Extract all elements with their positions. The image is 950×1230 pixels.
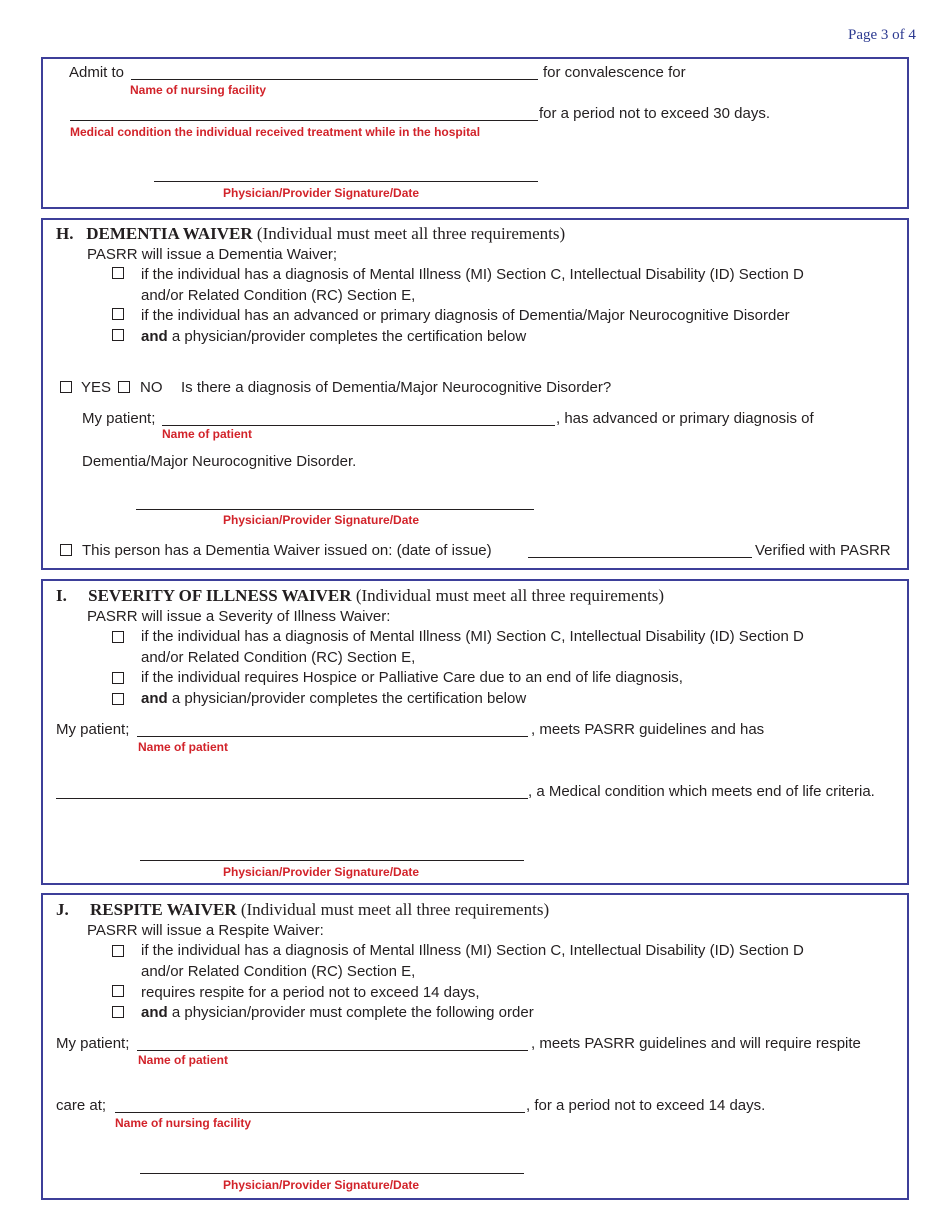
j-item3-bold: and	[141, 1004, 168, 1021]
yes-checkbox[interactable]	[60, 381, 72, 393]
period-label: for a period not to exceed 30 days.	[539, 105, 770, 122]
section-i-letter: I.	[56, 586, 67, 605]
h-item1-line1: if the individual has a diagnosis of Mental Illness (MI) Section C, Intellectual Disability (ID) Section D	[141, 266, 804, 283]
j-meets-label: , meets PASRR guidelines and will require respite	[531, 1035, 861, 1052]
j-item3-rest: a physician/provider must complete the following order	[167, 1004, 534, 1021]
yes-label: YES	[81, 379, 112, 396]
signature-line-j[interactable]	[140, 1173, 524, 1174]
h-item2-checkbox[interactable]	[112, 308, 124, 320]
section-h-title: DEMENTIA WAIVER	[86, 224, 253, 243]
section-j-letter: J.	[56, 900, 69, 919]
i-item3-text	[141, 690, 526, 708]
section-i-heading	[56, 586, 664, 606]
j-item3-text	[141, 1004, 534, 1022]
i-patient-name-field[interactable]	[137, 736, 528, 737]
signature-hint-h: Physician/Provider Signature/Date	[223, 513, 420, 527]
no-checkbox[interactable]	[118, 381, 130, 393]
i-item1-line1: if the individual has a diagnosis of Mental Illness (MI) Section C, Intellectual Disability (ID) Section D	[141, 628, 804, 645]
section-i-subtitle: (Individual must meet all three requirements)	[355, 586, 665, 605]
i-meets-label: , meets PASRR guidelines and has	[531, 721, 765, 738]
i-item3-rest: a physician/provider completes the certification below	[167, 690, 527, 707]
h-patient-hint: Name of patient	[162, 427, 253, 441]
waiver-issued-text: This person has a Dementia Waiver issued on: (date of issue)	[82, 542, 492, 559]
dementia-question: Is there a diagnosis of Dementia/Major Neurocognitive Disorder?	[181, 379, 612, 396]
j-item2-checkbox[interactable]	[112, 985, 124, 997]
h-item2-text: if the individual has an advanced or primary diagnosis of Dementia/Major Neurocognitive Disorder	[141, 307, 790, 324]
i-condition-label: , a Medical condition which meets end of life criteria.	[528, 783, 875, 800]
date-of-issue-field[interactable]	[528, 557, 752, 558]
i-patient-hint: Name of patient	[138, 740, 229, 754]
verified-label: Verified with PASRR	[755, 542, 891, 559]
signature-hint-g: Physician/Provider Signature/Date	[223, 186, 420, 200]
h-has-diagnosis: , has advanced or primary diagnosis of	[556, 410, 814, 427]
h-item3-checkbox[interactable]	[112, 329, 124, 341]
admit-to-label: Admit to	[69, 64, 125, 81]
signature-hint-j: Physician/Provider Signature/Date	[223, 1178, 420, 1192]
signature-line-h[interactable]	[136, 509, 534, 510]
i-item2-checkbox[interactable]	[112, 672, 124, 684]
j-item1-line2: and/or Related Condition (RC) Section E,	[141, 963, 416, 980]
page-number: Page 3 of 4	[848, 27, 916, 43]
signature-line-g[interactable]	[154, 181, 538, 182]
i-my-patient-label: My patient;	[56, 721, 130, 738]
j-facility-hint: Name of nursing facility	[115, 1116, 252, 1130]
j-item3-checkbox[interactable]	[112, 1006, 124, 1018]
condition-hint: Medical condition the individual received treatment while in the hospital	[70, 125, 481, 139]
section-j-heading	[56, 900, 549, 920]
j-period-label: , for a period not to exceed 14 days.	[526, 1097, 766, 1114]
j-item1-line1: if the individual has a diagnosis of Mental Illness (MI) Section C, Intellectual Disability (ID) Section D	[141, 942, 804, 959]
dementia-line: Dementia/Major Neurocognitive Disorder.	[82, 453, 357, 470]
facility-name-field[interactable]	[131, 79, 538, 80]
j-item2-text: requires respite for a period not to exceed 14 days,	[141, 984, 480, 1001]
signature-hint-i: Physician/Provider Signature/Date	[223, 865, 420, 879]
section-h-heading	[56, 224, 565, 244]
no-label: NO	[140, 379, 163, 396]
medical-condition-field[interactable]	[70, 120, 538, 121]
j-patient-name-field[interactable]	[137, 1050, 528, 1051]
i-item3-bold: and	[141, 690, 168, 707]
section-i-title: SEVERITY OF ILLNESS WAIVER	[88, 586, 352, 605]
h-item1-line2: and/or Related Condition (RC) Section E,	[141, 287, 416, 304]
section-j-intro: PASRR will issue a Respite Waiver:	[87, 922, 324, 939]
h-item3-rest: a physician/provider completes the certification below	[167, 328, 527, 345]
h-my-patient-label: My patient;	[82, 410, 156, 427]
section-h-subtitle: (Individual must meet all three requirements)	[256, 224, 566, 243]
section-i-intro: PASRR will issue a Severity of Illness Waiver:	[87, 608, 391, 625]
convalescence-label: for convalescence for	[543, 64, 686, 81]
section-j-title: RESPITE WAIVER	[90, 900, 237, 919]
h-item1-checkbox[interactable]	[112, 267, 124, 279]
j-my-patient-label: My patient;	[56, 1035, 130, 1052]
section-h-intro: PASRR will issue a Dementia Waiver;	[87, 246, 338, 263]
signature-line-i[interactable]	[140, 860, 524, 861]
h-item3-text	[141, 328, 526, 346]
section-j-subtitle: (Individual must meet all three requirements)	[240, 900, 550, 919]
h-item3-bold: and	[141, 328, 168, 345]
i-item1-checkbox[interactable]	[112, 631, 124, 643]
facility-hint: Name of nursing facility	[130, 83, 267, 97]
care-at-label: care at;	[56, 1097, 107, 1114]
j-facility-name-field[interactable]	[115, 1112, 525, 1113]
i-item3-checkbox[interactable]	[112, 693, 124, 705]
h-patient-name-field[interactable]	[162, 425, 555, 426]
j-patient-hint: Name of patient	[138, 1053, 229, 1067]
i-item1-line2: and/or Related Condition (RC) Section E,	[141, 649, 416, 666]
i-medical-condition-field[interactable]	[56, 798, 528, 799]
j-item1-checkbox[interactable]	[112, 945, 124, 957]
section-h-letter: H.	[56, 224, 74, 243]
waiver-issued-checkbox[interactable]	[60, 544, 72, 556]
i-item2-text: if the individual requires Hospice or Palliative Care due to an end of life diagnosis,	[141, 669, 683, 686]
